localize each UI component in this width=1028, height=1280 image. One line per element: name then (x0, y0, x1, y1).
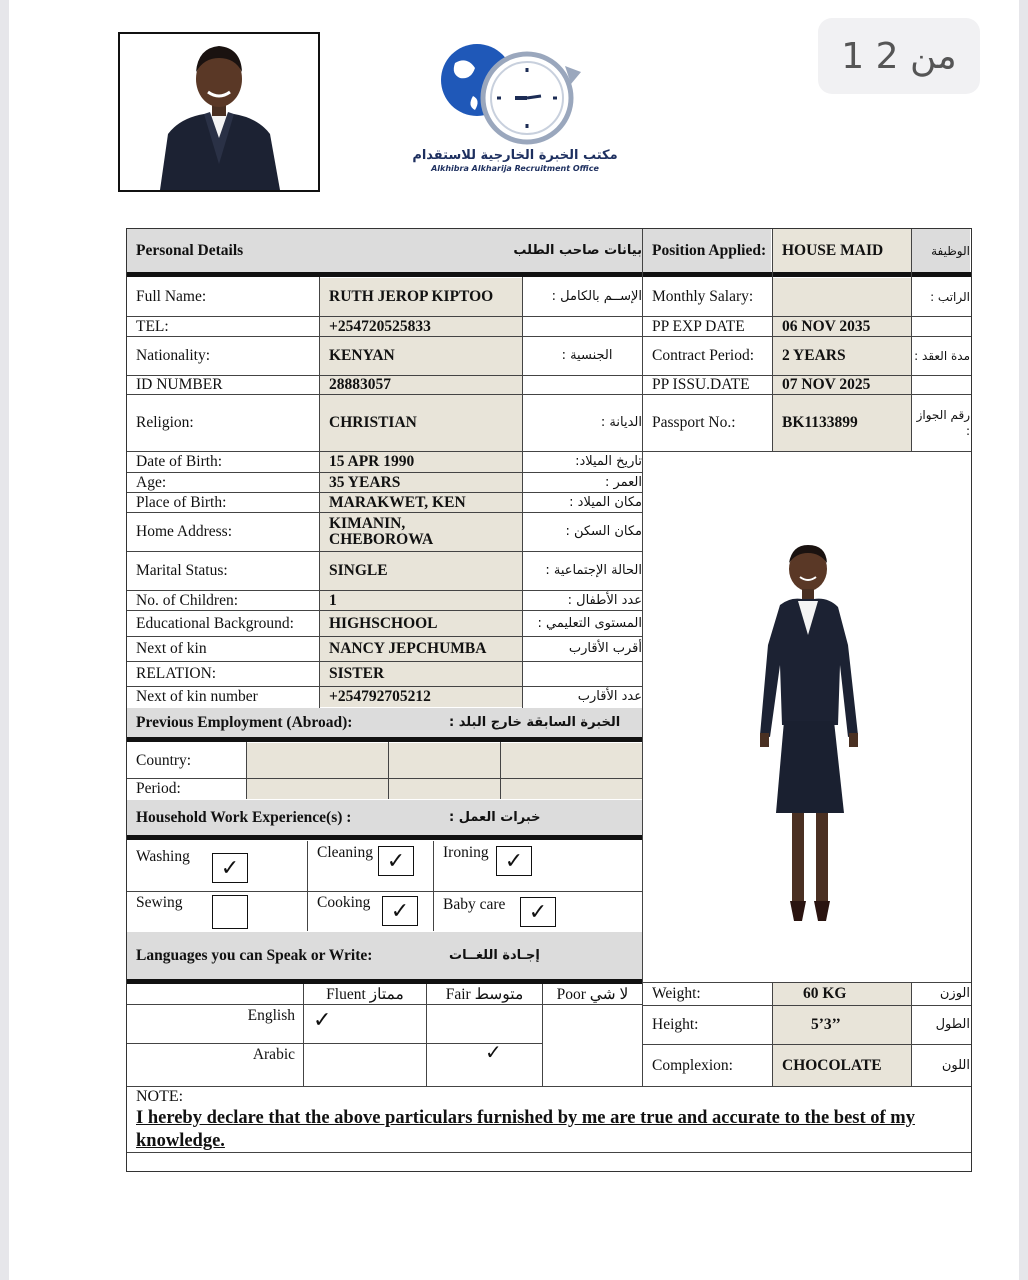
english-fluent: ✓ (313, 1008, 332, 1032)
col-line (522, 277, 523, 708)
header-rule (127, 272, 971, 277)
next-of-kin-label: Next of kin (136, 640, 207, 657)
row-line (127, 661, 642, 662)
religion-label: Religion: (136, 414, 194, 431)
salary-label-ar: الراتب : (930, 290, 970, 304)
relation-label: RELATION: (136, 665, 217, 682)
tel-label: TEL: (136, 317, 169, 335)
row-line (127, 375, 642, 376)
passport-no-value: BK1133899 (773, 395, 911, 451)
pp-exp-label-ar (912, 317, 970, 336)
baby-care-label: Baby care (443, 896, 506, 913)
poor-column-header: Poor لا شي (556, 986, 629, 1003)
logo-arabic-name: مكتب الخبرة الخارجية للاستقدام (412, 148, 618, 163)
id-number-value: 28883057 (320, 376, 522, 394)
row-line (643, 451, 971, 452)
pp-issue-value: 07 NOV 2025 (773, 376, 911, 394)
cooking-checkbox[interactable]: ✓ (382, 896, 418, 926)
col-line (303, 984, 304, 1087)
age-label-ar: العمر : (604, 474, 642, 490)
washing-checkbox[interactable]: ✓ (212, 853, 248, 883)
full-name-label: Full Name: (136, 288, 207, 305)
age-label: Age: (136, 473, 167, 491)
row-line (127, 451, 642, 452)
pp-exp-value: 06 NOV 2035 (773, 317, 911, 336)
row-line (643, 375, 971, 376)
col-line (433, 841, 434, 931)
row-line (127, 686, 642, 687)
contract-period-value: 2 YEARS (773, 337, 911, 375)
english-poor (543, 1008, 583, 1032)
tel-label-ar (523, 317, 642, 336)
height-label: Height: (652, 1016, 699, 1033)
religion-label-ar: الديانة : (600, 415, 642, 430)
full-name-label-ar: الإســم بالكامل : (551, 289, 642, 304)
passport-photo (118, 32, 320, 192)
row-line (643, 1044, 971, 1045)
height-label-ar: الطول (935, 1017, 970, 1032)
pp-exp-label: PP EXP DATE (652, 317, 745, 335)
complexion-label-ar: اللون (941, 1058, 970, 1073)
education-label: Educational Background: (136, 614, 294, 632)
fair-column-header: Fair متوسط (445, 986, 524, 1003)
col-line (426, 984, 427, 1087)
home-address-label-ar: مكان السكن : (565, 524, 642, 539)
nationality-label-ar: الجنسية : (561, 348, 613, 363)
languages-title-ar: إجـادة اللغــات (440, 932, 642, 980)
marital-status-value: SINGLE (320, 552, 522, 590)
contract-period-label-ar: مدة العقد : (914, 349, 970, 363)
complexion-label: Complexion: (652, 1057, 733, 1074)
dob-label: Date of Birth: (136, 453, 223, 470)
col-line (772, 229, 773, 452)
marital-status-label-ar: الحالة الإجتماعية : (545, 563, 642, 578)
pob-label-ar: مكان الميلاد : (569, 494, 642, 510)
full-name-value: RUTH JEROP KIPTOO (320, 278, 522, 316)
kin-number-label: Next of kin number (136, 688, 258, 705)
height-value: 5’3’’ (773, 1006, 911, 1044)
row-line (127, 492, 642, 493)
previous-employment-title: Previous Employment (Abroad): (127, 708, 457, 738)
sewing-checkbox[interactable] (212, 895, 248, 929)
row-line (127, 512, 642, 513)
dob-label-ar: تاريخ الميلاد: (575, 454, 642, 469)
section-rule (127, 979, 642, 984)
section-rule (127, 737, 642, 742)
contract-period-label: Contract Period: (652, 347, 755, 364)
id-number-label: ID NUMBER (136, 376, 223, 393)
dob-value: 15 APR 1990 (320, 452, 522, 472)
languages-title: Languages you can Speak or Write: (127, 932, 457, 980)
row-line (127, 891, 642, 892)
passport-no-label: Passport No.: (652, 414, 736, 431)
col-line (319, 277, 320, 708)
col-line (500, 742, 501, 799)
row-line (127, 551, 642, 552)
arabic-poor (543, 1044, 583, 1066)
weight-label: Weight: (652, 985, 701, 1002)
household-title-ar: خبرات العمل : (440, 800, 642, 836)
english-fair (427, 1008, 467, 1032)
salary-value (773, 278, 911, 316)
weight-label-ar: الوزن (939, 986, 970, 1001)
arabic-fluent (304, 1044, 344, 1066)
page-indicator: 1 من 2 (818, 18, 980, 94)
note-label: NOTE: (136, 1088, 184, 1105)
passport-no-label-ar: رقم الجواز : (916, 408, 970, 438)
marital-status-label: Marital Status: (136, 562, 228, 579)
id-number-label-ar (523, 376, 642, 394)
country-value (247, 743, 642, 778)
row-line (127, 636, 642, 637)
row-line (643, 982, 971, 983)
full-body-photo (740, 545, 885, 925)
row-line (643, 336, 971, 337)
position-label-ar: الوظيفة (912, 229, 970, 273)
country-label: Country: (136, 751, 192, 769)
children-value: 1 (320, 591, 522, 610)
age-value: 35 YEARS (320, 473, 522, 492)
personal-details-title-ar: بيانات صاحب الطلب (440, 229, 642, 273)
ironing-label: Ironing (443, 844, 489, 861)
pob-label: Place of Birth: (136, 493, 227, 511)
pp-issue-label: PP ISSU.DATE (652, 376, 750, 393)
fluent-column-header: Fluent ممتاز (326, 986, 404, 1003)
kin-number-label-ar: عدد الأقارب (577, 689, 642, 704)
row-line (127, 1086, 971, 1087)
previous-employment-title-ar: الخبرة السابقة خارج البلد : (440, 708, 642, 738)
nationality-value: KENYAN (320, 337, 522, 375)
col-line (388, 742, 389, 799)
cooking-label: Cooking (317, 894, 371, 911)
next-of-kin-value: NANCY JEPCHUMBA (320, 637, 522, 661)
row-line (127, 778, 642, 779)
household-title: Household Work Experience(s) : (127, 800, 457, 836)
col-line (307, 841, 308, 931)
row-line (643, 394, 971, 395)
children-label-ar: عدد الأطفال : (567, 592, 642, 608)
declaration-text: I hereby declare that the above particulars furnished by me are true and accurate to the best of my knowledge. (136, 1108, 915, 1151)
cleaning-checkbox[interactable]: ✓ (378, 846, 414, 876)
col-line (911, 982, 912, 1087)
kin-number-value: +254792705212 (320, 687, 522, 707)
logo-english-name: Alkhibra Alkharija Recruitment Office (431, 164, 599, 173)
ironing-checkbox[interactable]: ✓ (496, 846, 532, 876)
weight-value: 60 KG (773, 983, 911, 1005)
col-line (911, 229, 912, 452)
washing-label: Washing (136, 848, 190, 865)
row-line (127, 316, 642, 317)
cleaning-label: Cleaning (317, 844, 373, 861)
left-edge (0, 0, 9, 1280)
home-address-label: Home Address: (136, 523, 233, 540)
row-line (127, 336, 642, 337)
home-address-value: KIMANIN, CHEBOROWA (320, 513, 522, 551)
relation-label-ar (523, 662, 642, 686)
english-label: English (247, 1007, 295, 1024)
nationality-label: Nationality: (136, 347, 211, 364)
period-value (247, 779, 642, 799)
pob-value: MARAKWET, KEN (320, 493, 522, 512)
position-label: Position Applied: (643, 229, 771, 273)
education-value: HIGHSCHOOL (320, 611, 522, 636)
relation-value: SISTER (320, 662, 522, 686)
col-line (542, 984, 543, 1087)
salary-label: Monthly Salary: (652, 288, 754, 305)
tel-value: +254720525833 (320, 317, 522, 336)
row-line (127, 394, 642, 395)
row-line (127, 610, 642, 611)
row-line (643, 316, 971, 317)
right-edge (1019, 0, 1028, 1280)
row-line (643, 1005, 971, 1006)
row-line (127, 1152, 971, 1153)
col-line (772, 982, 773, 1087)
row-line (127, 472, 642, 473)
education-label-ar: المستوى التعليمي : (537, 615, 642, 631)
pp-issue-label-ar (912, 376, 970, 394)
complexion-value: CHOCOLATE (773, 1045, 911, 1087)
row-line (127, 590, 642, 591)
col-line (246, 742, 247, 799)
arabic-label: Arabic (252, 1046, 295, 1063)
personal-details-title: Personal Details (127, 229, 457, 273)
religion-value: CHRISTIAN (320, 395, 522, 451)
sewing-label: Sewing (136, 894, 183, 911)
arabic-fair: ✓ (485, 1042, 502, 1064)
period-label: Period: (136, 780, 181, 797)
position-value: HOUSE MAID (773, 229, 911, 273)
section-rule (127, 835, 642, 840)
children-label: No. of Children: (136, 591, 239, 609)
baby-care-checkbox[interactable]: ✓ (520, 897, 556, 927)
next-of-kin-label-ar: أقرب الأقارب (568, 641, 642, 656)
